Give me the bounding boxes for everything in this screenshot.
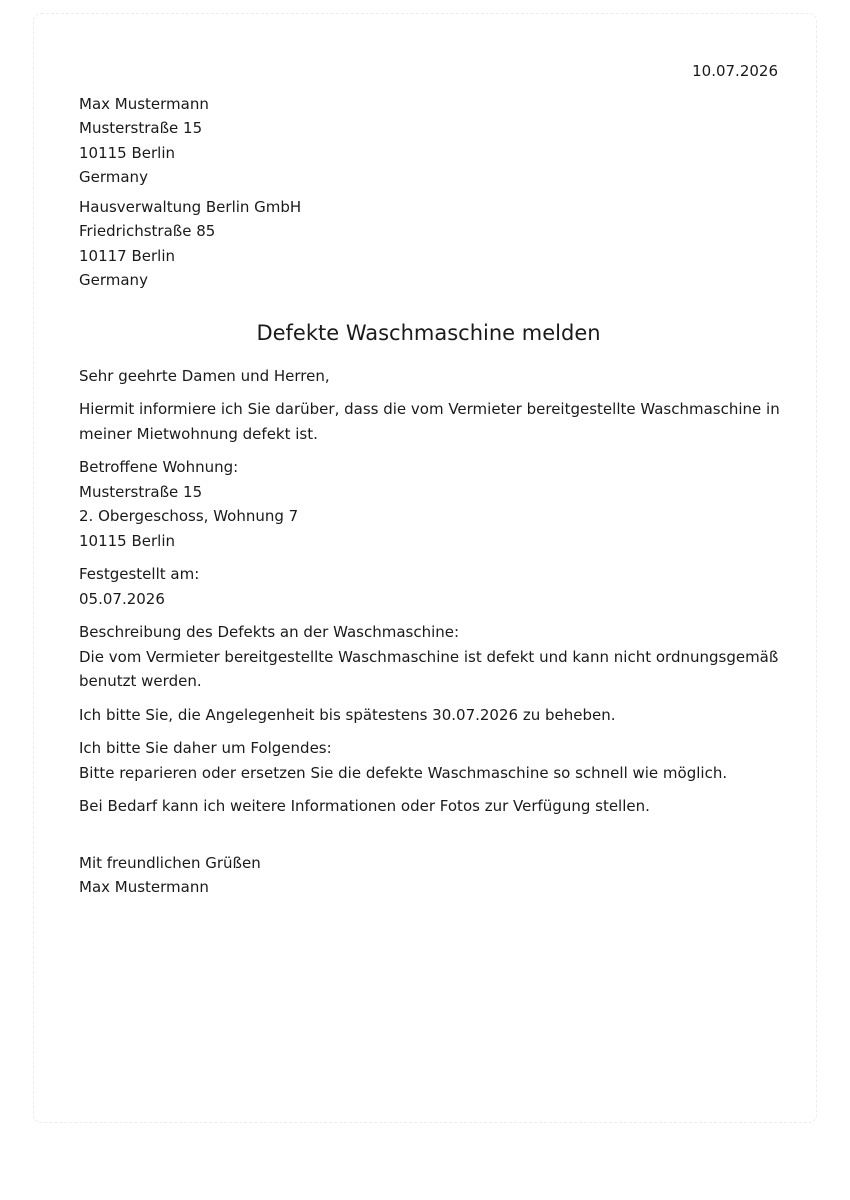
recipient-street: Friedrichstraße 85 xyxy=(79,222,216,240)
request-text: Bitte reparieren oder ersetzen Sie die defekte Waschmaschine so schnell wie möglich. xyxy=(79,763,728,782)
description-line: Die vom Vermieter bereitgestellte Waschmaschine ist defekt und kann nicht ordnungsgemäß xyxy=(79,647,779,666)
sender-name: Max Mustermann xyxy=(79,94,209,113)
detected-date: 05.07.2026 xyxy=(79,589,165,608)
apartment-street: Musterstraße 15 xyxy=(79,482,203,501)
description-line: benutzt werden. xyxy=(79,672,202,690)
intro-paragraph xyxy=(79,397,778,446)
intro-line: Hiermit informiere ich Sie darüber, dass die vom Vermieter bereitgestellte Waschmaschine in xyxy=(79,400,780,418)
recipient-name: Hausverwaltung Berlin GmbH xyxy=(79,197,302,216)
offer-paragraph: Bei Bedarf kann ich weitere Informationen oder Fotos zur Verfügung stellen. xyxy=(79,797,650,815)
request-section xyxy=(79,736,778,785)
description-section xyxy=(79,620,778,694)
apartment-label: Betroffene Wohnung: xyxy=(79,458,239,476)
letter-content xyxy=(79,59,778,900)
letter-date: 10.07.2026 xyxy=(692,62,778,80)
closing-section xyxy=(79,851,778,900)
sender-city: 10115 Berlin xyxy=(79,143,176,162)
salutation: Sehr geehrte Damen und Herren, xyxy=(79,366,330,385)
sender-address xyxy=(79,92,778,190)
deadline-paragraph: Ich bitte Sie, die Angelegenheit bis spätestens 30.07.2026 zu beheben. xyxy=(79,705,616,724)
recipient-address xyxy=(79,195,778,293)
signature-name: Max Mustermann xyxy=(79,878,209,896)
description-label: Beschreibung des Defekts an der Waschmaschine: xyxy=(79,623,460,641)
recipient-country: Germany xyxy=(79,271,148,289)
apartment-section xyxy=(79,455,778,553)
request-label: Ich bitte Sie daher um Folgendes: xyxy=(79,739,332,757)
apartment-city: 10115 Berlin xyxy=(79,531,176,550)
letter-subject: Defekte Waschmaschine melden xyxy=(256,320,601,345)
apartment-floor: 2. Obergeschoss, Wohnung 7 xyxy=(79,507,299,525)
intro-line: meiner Mietwohnung defekt ist. xyxy=(79,424,318,443)
sender-country: Germany xyxy=(79,168,148,186)
letter-page xyxy=(33,13,817,1123)
detected-label: Festgestellt am: xyxy=(79,565,200,583)
sender-street: Musterstraße 15 xyxy=(79,119,203,137)
recipient-city: 10117 Berlin xyxy=(79,246,176,265)
detected-section xyxy=(79,562,778,611)
closing-greeting: Mit freundlichen Grüßen xyxy=(79,853,261,872)
